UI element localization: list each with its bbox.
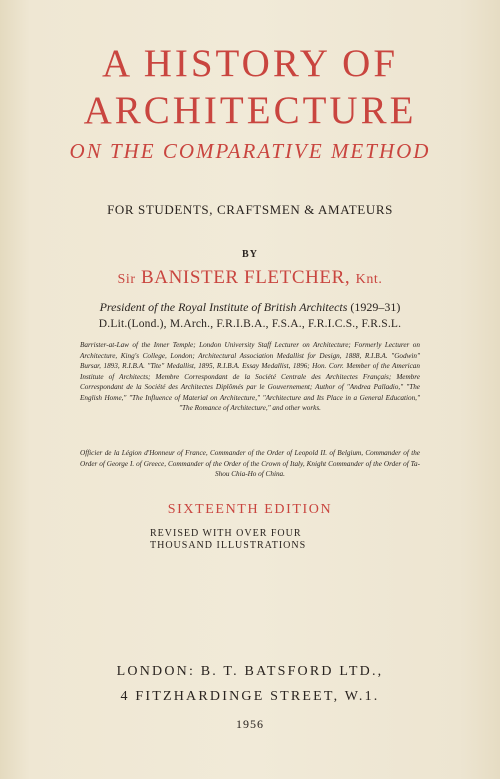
title-line-1: A HISTORY OF bbox=[101, 42, 399, 85]
honours-paragraph: Officier de la Légion d'Honneur of France, Commander of the Order of Leopold II. of Belgium, Commander of the Order of George I. of Greece, Commander of the Order of the Crown of Italy, Knight Commander of the Order of Ta-Shou Chia-Ho of China. bbox=[80, 449, 420, 478]
degrees: D.Lit.(Lond.), M.Arch., F.R.I.B.A., F.S.A., F.R.I.C.S., F.R.S.L. bbox=[98, 318, 402, 330]
title-line-3: ON THE COMPARATIVE METHOD bbox=[69, 139, 431, 163]
biography-paragraph: Barrister-at-Law of the Inner Temple; London University Staff Lecturer on Architecture; Formerly Lecturer on Architecture, King's College, London; Architectural Association Medallist for Design, 1888, R.I.B.A. "Godwin" Bursar, 1893, R.I.B.A. "Tite" Medallist, 1895, R.I.B.A. Essay Medallist, 1896; Hon. Corr. Member of the American Institute of Architects; Membre Correspondant de la Société Centrale des Architectes Français; Membre Correspondant de la Société des Architectes Diplômés par le Gouvernement; Author of "Andrea Palladio," "The English Home," "The Influence of Material on Architecture," "Architecture and Its Place in a General Education," "The Romance of Architecture," and other works. bbox=[80, 341, 420, 412]
revision-note bbox=[150, 528, 306, 552]
title-line-2: ARCHITECTURE bbox=[83, 89, 417, 132]
revision-line-2: THOUSAND ILLUSTRATIONS bbox=[150, 540, 307, 551]
author-suffix: Knt. bbox=[355, 272, 383, 287]
publication-year: 1956 bbox=[236, 717, 264, 731]
author-name: BANISTER FLETCHER, bbox=[140, 267, 351, 288]
edition-label: SIXTEENTH EDITION bbox=[167, 502, 333, 517]
president-line bbox=[0, 300, 500, 315]
author-line bbox=[0, 267, 500, 289]
revision-line-1: REVISED WITH OVER FOUR bbox=[150, 528, 302, 539]
president-title: President of the Royal Institute of British Architects bbox=[99, 300, 348, 314]
president-years: (1929–31) bbox=[350, 300, 401, 314]
publisher-line-1: LONDON: B. T. BATSFORD LTD., bbox=[116, 664, 384, 679]
by-label: BY bbox=[242, 249, 258, 260]
publisher-line-2: 4 FITZHARDINGE STREET, W.1. bbox=[120, 689, 380, 704]
author-prefix: Sir bbox=[117, 272, 136, 287]
subtitle: FOR STUDENTS, CRAFTSMEN & AMATEURS bbox=[107, 202, 393, 217]
